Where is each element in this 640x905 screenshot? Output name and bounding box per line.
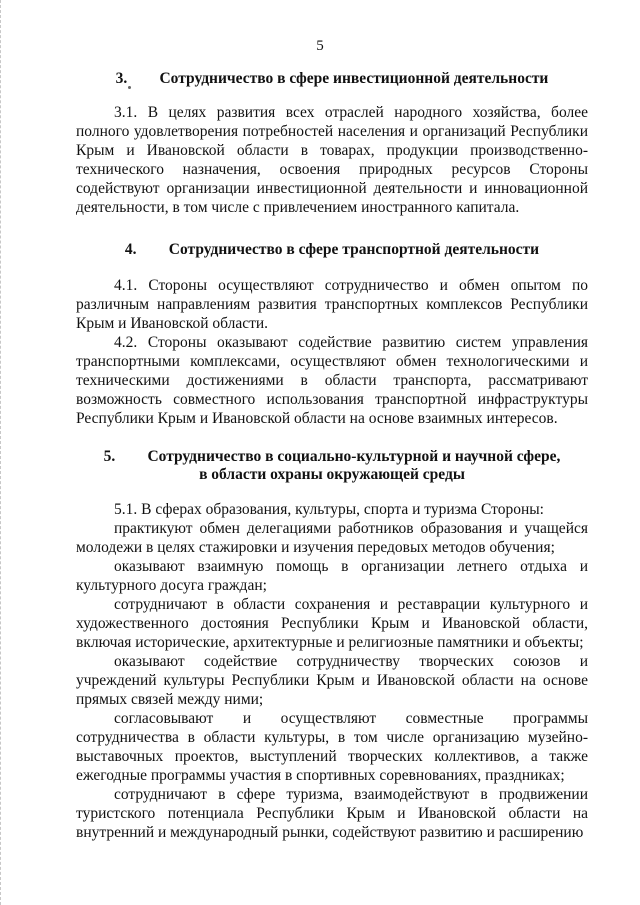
section-4-title: Сотрудничество в сфере транспортной деятельности [168,241,540,258]
section-5-heading [76,448,588,484]
paragraph-5-1-f: сотрудничают в сфере туризма, взаимодействуют в продвижении туристского потенциала Республики Крым и Ивановской области на внутренний и международный рынки, содействуют развитию и расширению [76,786,588,841]
section-5-title-line-1: Сотрудничество в социально-культурной и научной сфере, [147,448,561,465]
section-3-number: 3. [115,70,128,87]
paragraph-5-1: 5.1. В сферах образования, культуры, спорта и туризма Стороны: [114,501,544,518]
section-3-heading [76,70,588,88]
scan-edge-line [0,0,2,905]
section-4-body [76,276,588,428]
section-5-body [76,500,588,842]
paragraph-4-1: 4.1. Стороны осуществляют сотрудничество и обмен опытом по различным направлениям развития транспортных комплексов Республики Крым и Ивановской области. [76,277,588,332]
page-number: 5 [316,38,324,54]
section-4-number: 4. [124,241,137,258]
section-3-title: Сотрудничество в сфере инвестиционной деятельности [159,70,549,87]
paragraph-5-1-b: оказывают взаимную помощь в организации летнего отдыха и культурного досуга граждан; [76,558,588,594]
paragraph-5-1-c: сотрудничают в области сохранения и реставрации культурного и художественного достояния Республики Крым и Ивановской области, включая исторические, архитектурные и религиозные памятники и объекты; [76,596,588,651]
section-5-title-line-2: в области охраны окружающей среды [199,466,465,483]
paragraph-5-1-e: согласовывают и осуществляют совместные программы сотрудничества в области культуры, в том числе организацию музейно-выставочных проектов, выступлений творческих коллективов, а также ежегодные программы участия в спортивных соревнованиях, праздниках; [76,710,588,784]
section-4-heading [76,241,588,259]
section-3-body [76,103,588,217]
scan-speck [128,86,131,89]
paragraph-5-1-a: практикуют обмен делегациями работников образования и учащейся молодежи в целях стажировки и изучения передовых методов обучения; [76,520,588,556]
section-5-number: 5. [103,448,116,465]
paragraph-5-1-d: оказывают содействие сотрудничеству творческих союзов и учреждений культуры Республики Крым и Ивановской области на основе прямых связей между ними; [76,653,588,708]
paragraph-4-2: 4.2. Стороны оказывают содействие развитию систем управления транспортными комплексами, осуществляют обмен технологическими и техническими достижениями в области транспорта, рассматривают возможность совместного использования транспортной инфраструктуры Республики Крым и Ивановской области на основе взаимных интересов. [76,334,588,427]
paragraph-3-1: 3.1. В целях развития всех отраслей народного хозяйства, более полного удовлетворения потребностей населения и организаций Республики Крым и Ивановской области в товарах, продукции производственно-технического назначения, освоения природных ресурсов Стороны содействуют организации инвестиционной деятельности и инновационной деятельности, в том числе с привлечением иностранного капитала. [76,104,588,216]
